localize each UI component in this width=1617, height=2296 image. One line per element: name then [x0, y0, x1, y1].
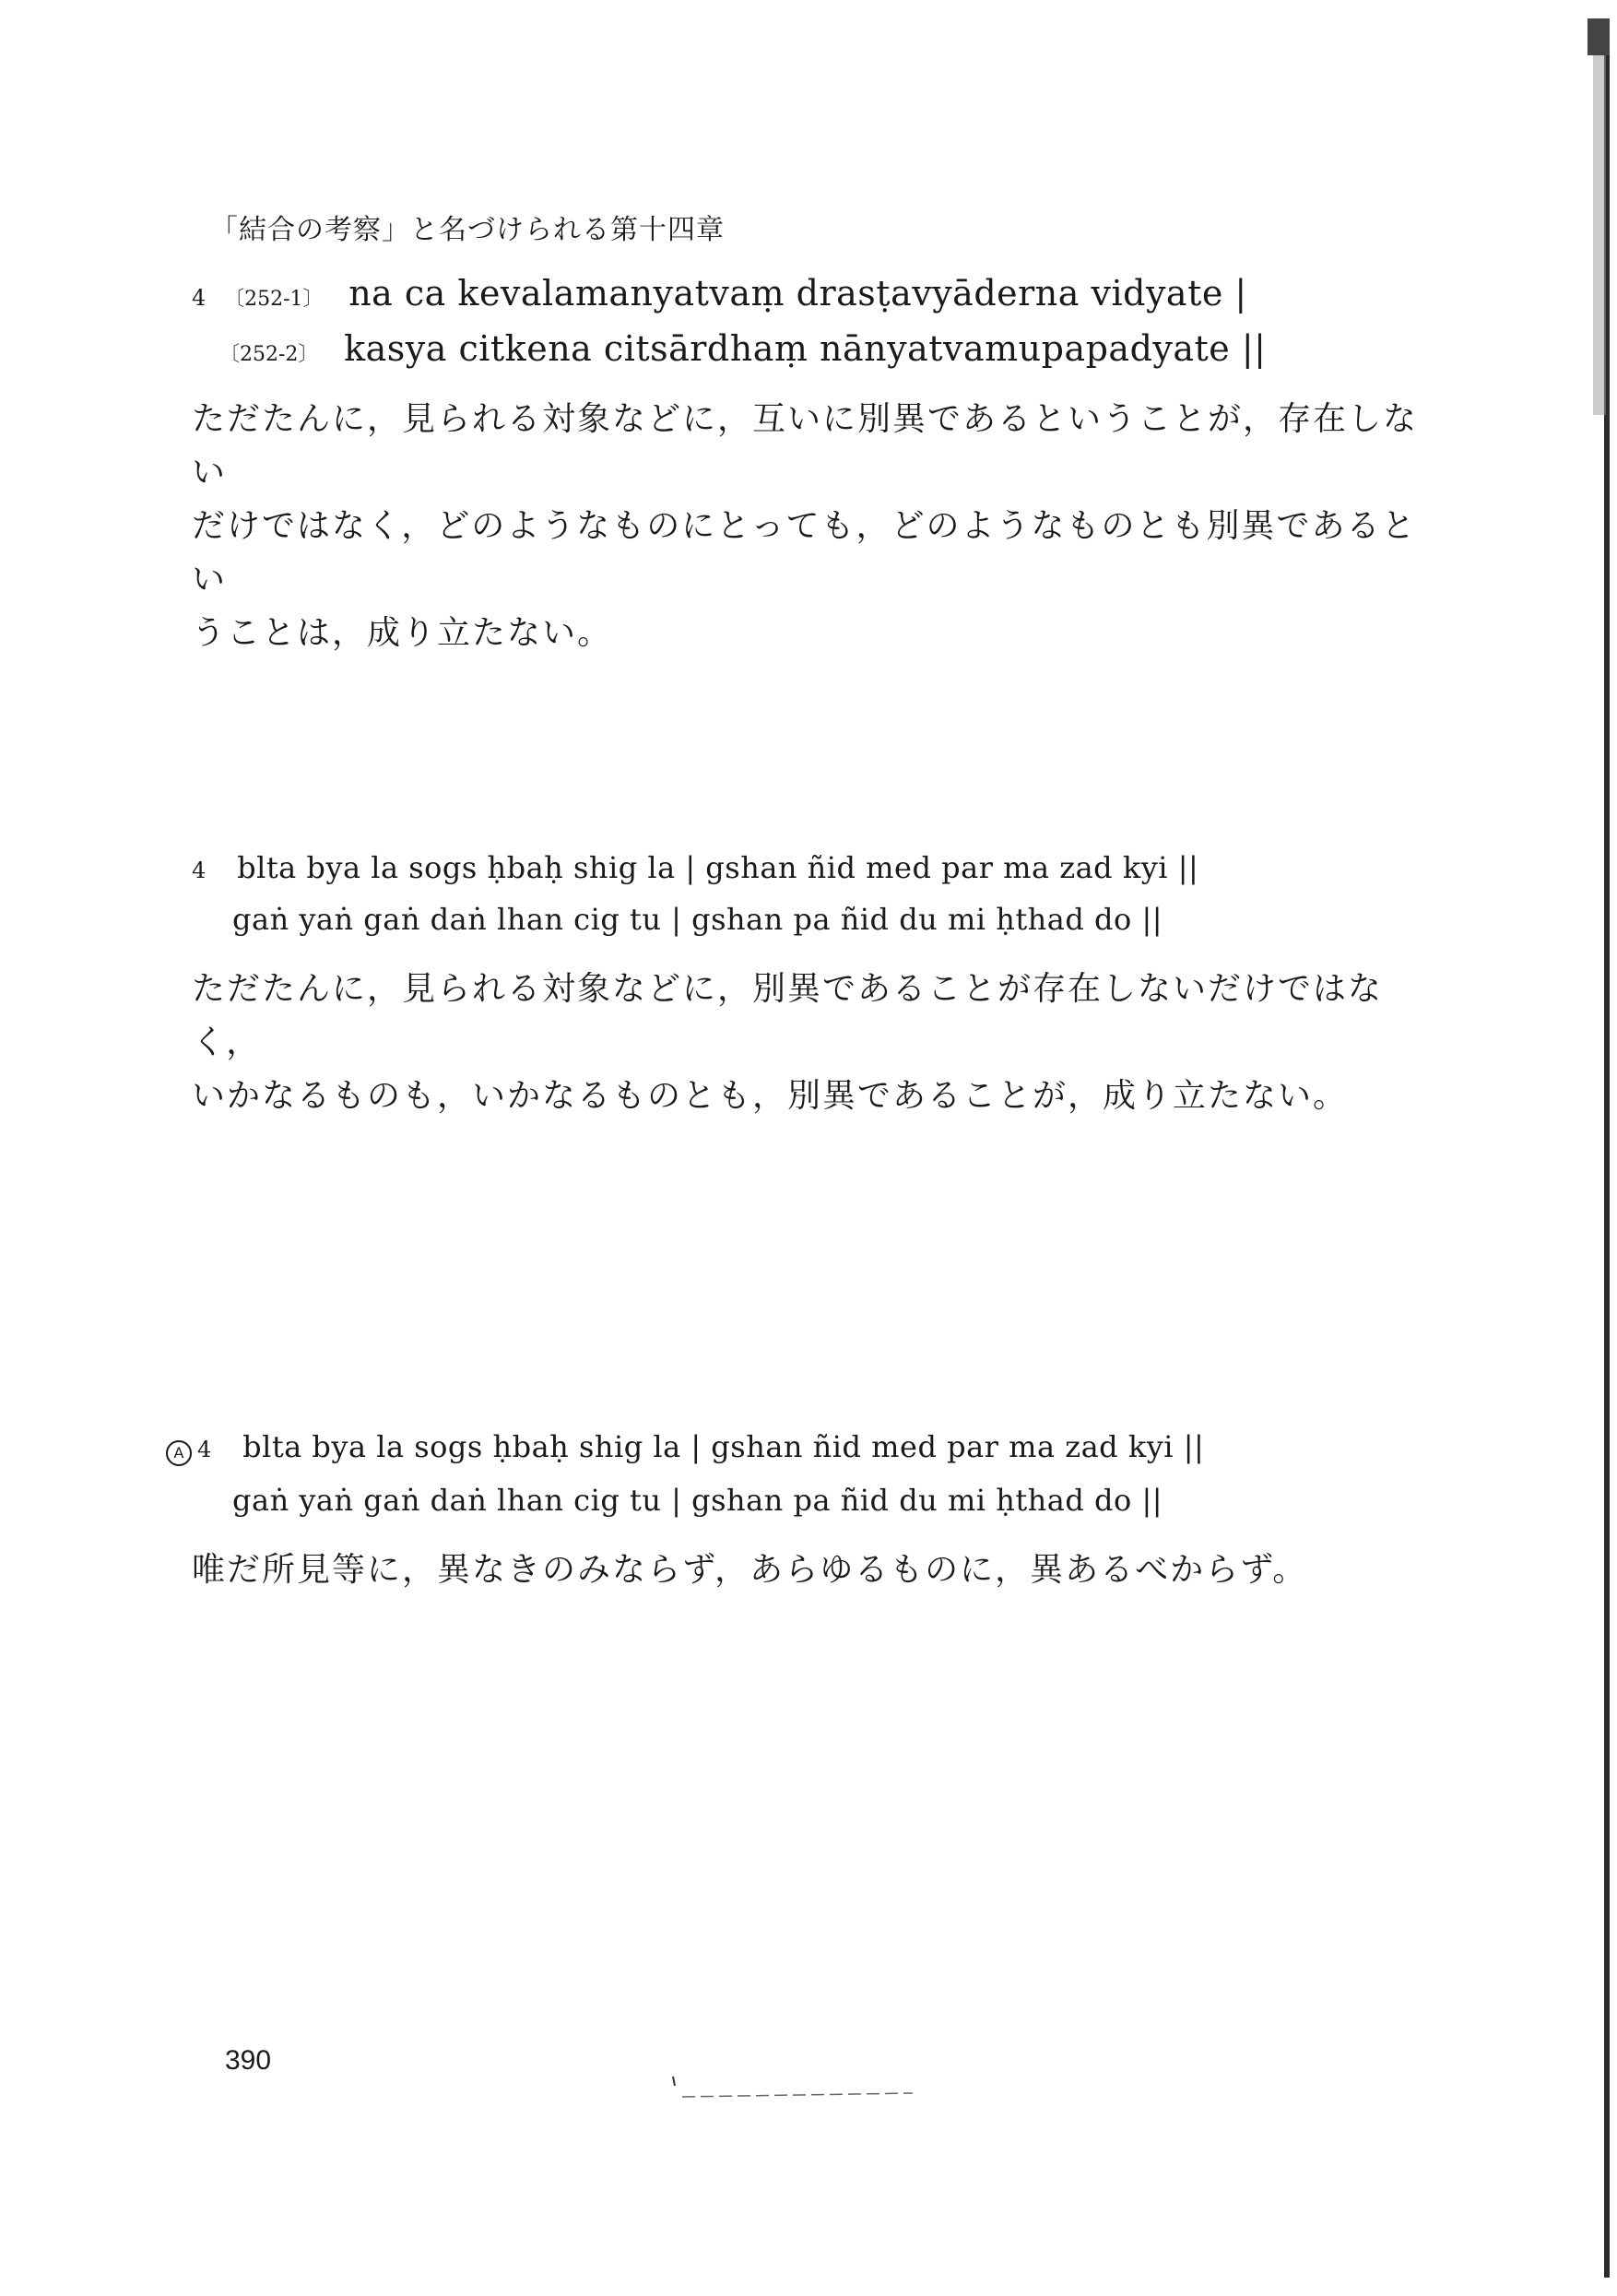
translation-line: ただたんに，見られる対象などに，別異であることが存在しないだけではなく， — [192, 970, 1384, 1061]
akutobhaya-verse-line-1 — [166, 1429, 1204, 1466]
tibetan-text: blta bya la sogs ḥbaḥ shig la | gshan ñid med par ma zad kyi || — [237, 850, 1199, 885]
sanskrit-text: na ca kevalamanyatvaṃ drasṭavyāderna vidyate | — [348, 273, 1247, 314]
sanskrit-translation — [192, 393, 1436, 660]
verse-number: 4 — [192, 858, 207, 883]
translation-line: 唯だ所見等に，異なきのみならず，あらゆるものに，異あるべからず。 — [192, 1551, 1308, 1589]
tibetan-text: gaṅ yaṅ gaṅ daṅ lhan cig tu | gshan pa ñid du mi ḥthad do || — [232, 902, 1163, 937]
akutobhaya-translation — [192, 1544, 1436, 1597]
scan-smudge — [645, 2075, 940, 2112]
sanskrit-verse-line-2 — [219, 328, 1266, 369]
sanskrit-text: kasya citkena citsārdhaṃ nānyatvamupapadyate || — [344, 328, 1267, 369]
verse-number: 4 — [192, 285, 207, 311]
tibetan-text: gaṅ yaṅ gaṅ daṅ lhan cig tu | gshan pa ñid du mi ḥthad do || — [232, 1483, 1163, 1518]
tibetan-translation — [192, 963, 1436, 1123]
translation-line: ただたんに，見られる対象などに，互いに別異であるということが，存在しない — [192, 400, 1419, 491]
tibetan-verse-line-1 — [192, 850, 1198, 885]
translation-line: だけではなく，どのようなものにとっても，どのようなものとも別異であるとい — [192, 507, 1417, 598]
translation-line: いかなるものも，いかなるものとも，別異であることが，成り立たない。 — [192, 1077, 1349, 1115]
verse-number: 4 — [197, 1437, 212, 1462]
sanskrit-verse-line-1 — [192, 273, 1247, 314]
translation-line: うことは，成り立たない。 — [192, 614, 613, 652]
binding-edge-shadow — [1580, 0, 1617, 2296]
circled-a-marker: A — [166, 1440, 192, 1466]
tibetan-verse-line-2 — [232, 902, 1163, 937]
page-reference: 〔252-1〕 — [224, 288, 324, 311]
akutobhaya-verse-line-2 — [232, 1483, 1163, 1518]
page-reference: 〔252-2〕 — [219, 343, 319, 366]
page-number: 390 — [225, 2045, 272, 2076]
chapter-heading: 「結合の考察」と名づけられる第十四章 — [210, 214, 725, 246]
tibetan-text: blta bya la sogs ḥbaḥ shig la | gshan ñid med par ma zad kyi || — [242, 1429, 1205, 1464]
